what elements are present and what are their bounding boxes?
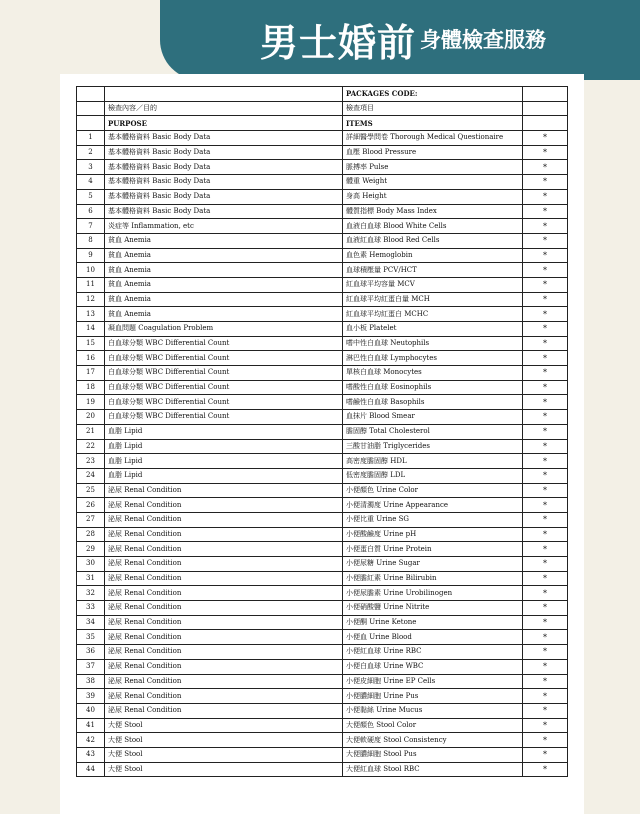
row-purpose: 炎症等 Inflammation, etc bbox=[105, 219, 343, 234]
table-row bbox=[77, 733, 568, 748]
row-number: 17 bbox=[77, 366, 105, 381]
table-row bbox=[77, 233, 568, 248]
row-mark: * bbox=[523, 630, 568, 645]
row-number: 23 bbox=[77, 454, 105, 469]
row-purpose: 凝血問題 Coagulation Problem bbox=[105, 322, 343, 337]
row-purpose: 白血球分類 WBC Differential Count bbox=[105, 410, 343, 425]
row-mark: * bbox=[523, 615, 568, 630]
row-mark: * bbox=[523, 747, 568, 762]
row-mark: * bbox=[523, 219, 568, 234]
row-purpose: 泌尿 Renal Condition bbox=[105, 571, 343, 586]
row-number: 31 bbox=[77, 571, 105, 586]
row-number: 2 bbox=[77, 145, 105, 160]
row-item: 大便紅血球 Stool RBC bbox=[343, 762, 523, 777]
banner-subtitle: 身體檢查服務 bbox=[420, 28, 546, 52]
row-mark: * bbox=[523, 645, 568, 660]
packages-code-header: PACKAGES CODE: bbox=[343, 87, 523, 102]
row-item: 小便酸鹼度 Urine pH bbox=[343, 527, 523, 542]
table-row bbox=[77, 571, 568, 586]
row-number: 15 bbox=[77, 336, 105, 351]
row-mark: * bbox=[523, 380, 568, 395]
row-mark: * bbox=[523, 410, 568, 425]
row-mark: * bbox=[523, 263, 568, 278]
table-row bbox=[77, 219, 568, 234]
row-number: 32 bbox=[77, 586, 105, 601]
row-mark: * bbox=[523, 160, 568, 175]
table-row bbox=[77, 601, 568, 616]
row-number: 42 bbox=[77, 733, 105, 748]
row-number: 27 bbox=[77, 512, 105, 527]
header-row-en bbox=[77, 116, 568, 131]
row-mark: * bbox=[523, 395, 568, 410]
row-number: 6 bbox=[77, 204, 105, 219]
row-mark: * bbox=[523, 233, 568, 248]
row-number: 4 bbox=[77, 175, 105, 190]
row-mark: * bbox=[523, 689, 568, 704]
table-row bbox=[77, 586, 568, 601]
row-mark: * bbox=[523, 527, 568, 542]
row-item: 詳細醫學問卷 Thorough Medical Questionaire bbox=[343, 131, 523, 146]
row-purpose: 基本體格資料 Basic Body Data bbox=[105, 189, 343, 204]
table-row bbox=[77, 703, 568, 718]
table-row bbox=[77, 439, 568, 454]
row-number: 38 bbox=[77, 674, 105, 689]
row-mark: * bbox=[523, 703, 568, 718]
row-purpose: 貧血 Anemia bbox=[105, 307, 343, 322]
row-mark: * bbox=[523, 204, 568, 219]
row-number: 36 bbox=[77, 645, 105, 660]
row-number: 11 bbox=[77, 277, 105, 292]
row-item: 體重 Weight bbox=[343, 175, 523, 190]
row-item: 血液紅血球 Blood Red Cells bbox=[343, 233, 523, 248]
table-row bbox=[77, 395, 568, 410]
table-row bbox=[77, 351, 568, 366]
row-item: 小便血 Urine Blood bbox=[343, 630, 523, 645]
row-mark: * bbox=[523, 571, 568, 586]
row-purpose: 白血球分類 WBC Differential Count bbox=[105, 336, 343, 351]
row-number: 20 bbox=[77, 410, 105, 425]
row-purpose: 泌尿 Renal Condition bbox=[105, 586, 343, 601]
row-purpose: 血脂 Lipid bbox=[105, 439, 343, 454]
row-purpose: 泌尿 Renal Condition bbox=[105, 615, 343, 630]
row-number: 1 bbox=[77, 131, 105, 146]
table-row bbox=[77, 645, 568, 660]
row-mark: * bbox=[523, 586, 568, 601]
row-item: 血液白血球 Blood White Cells bbox=[343, 219, 523, 234]
row-purpose: 基本體格資料 Basic Body Data bbox=[105, 175, 343, 190]
table-row bbox=[77, 248, 568, 263]
row-number: 44 bbox=[77, 762, 105, 777]
table-row bbox=[77, 204, 568, 219]
row-item: 小便黏絲 Urine Mucus bbox=[343, 703, 523, 718]
row-number: 24 bbox=[77, 468, 105, 483]
items-header-en: ITEMS bbox=[343, 116, 523, 131]
row-item: 小便酮 Urine Ketone bbox=[343, 615, 523, 630]
row-item: 脈搏率 Pulse bbox=[343, 160, 523, 175]
table-row bbox=[77, 175, 568, 190]
checkup-table-body bbox=[77, 87, 568, 777]
table-row bbox=[77, 145, 568, 160]
row-mark: * bbox=[523, 601, 568, 616]
row-number: 5 bbox=[77, 189, 105, 204]
row-mark: * bbox=[523, 498, 568, 513]
row-item: 小便尿膽素 Urine Urobilinogen bbox=[343, 586, 523, 601]
header-row-code bbox=[77, 87, 568, 102]
header-row-zh bbox=[77, 101, 568, 116]
table-row bbox=[77, 366, 568, 381]
row-mark: * bbox=[523, 557, 568, 572]
table-row bbox=[77, 659, 568, 674]
table-row bbox=[77, 307, 568, 322]
table-row bbox=[77, 718, 568, 733]
table-row bbox=[77, 557, 568, 572]
row-purpose: 貧血 Anemia bbox=[105, 248, 343, 263]
row-item: 三酸甘油脂 Triglycerides bbox=[343, 439, 523, 454]
row-purpose: 泌尿 Renal Condition bbox=[105, 542, 343, 557]
row-number: 41 bbox=[77, 718, 105, 733]
table-row bbox=[77, 527, 568, 542]
table-row bbox=[77, 380, 568, 395]
row-mark: * bbox=[523, 454, 568, 469]
table-row bbox=[77, 336, 568, 351]
row-mark: * bbox=[523, 322, 568, 337]
table-row bbox=[77, 410, 568, 425]
row-item: 小便蛋白質 Urine Protein bbox=[343, 542, 523, 557]
row-mark: * bbox=[523, 733, 568, 748]
row-item: 血小板 Platelet bbox=[343, 322, 523, 337]
row-mark: * bbox=[523, 659, 568, 674]
row-mark: * bbox=[523, 483, 568, 498]
row-item: 小便硝酸鹽 Urine Nitrite bbox=[343, 601, 523, 616]
row-item: 小便比重 Urine SG bbox=[343, 512, 523, 527]
row-purpose: 貧血 Anemia bbox=[105, 292, 343, 307]
row-purpose: 貧血 Anemia bbox=[105, 277, 343, 292]
table-row bbox=[77, 498, 568, 513]
row-purpose: 血脂 Lipid bbox=[105, 468, 343, 483]
table-row bbox=[77, 424, 568, 439]
row-item: 體質指標 Body Mass Index bbox=[343, 204, 523, 219]
row-purpose: 泌尿 Renal Condition bbox=[105, 674, 343, 689]
row-item: 小便膽紅素 Urine Bilirubin bbox=[343, 571, 523, 586]
banner-title: 男士婚前 bbox=[260, 21, 417, 65]
row-item: 小便皮細胞 Urine EP Cells bbox=[343, 674, 523, 689]
table-row bbox=[77, 689, 568, 704]
row-mark: * bbox=[523, 468, 568, 483]
row-purpose: 大便 Stool bbox=[105, 733, 343, 748]
row-purpose: 泌尿 Renal Condition bbox=[105, 601, 343, 616]
row-mark: * bbox=[523, 175, 568, 190]
row-item: 血球積壓量 PCV/HCT bbox=[343, 263, 523, 278]
row-item: 大便軟硬度 Stool Consistency bbox=[343, 733, 523, 748]
row-item: 血抹片 Blood Smear bbox=[343, 410, 523, 425]
table-row bbox=[77, 512, 568, 527]
title-banner bbox=[160, 0, 640, 80]
row-number: 25 bbox=[77, 483, 105, 498]
row-mark: * bbox=[523, 292, 568, 307]
row-number: 16 bbox=[77, 351, 105, 366]
row-purpose: 大便 Stool bbox=[105, 718, 343, 733]
row-purpose: 泌尿 Renal Condition bbox=[105, 483, 343, 498]
items-header-zh: 檢查項目 bbox=[343, 101, 523, 116]
row-item: 血壓 Blood Pressure bbox=[343, 145, 523, 160]
row-mark: * bbox=[523, 366, 568, 381]
row-purpose: 泌尿 Renal Condition bbox=[105, 527, 343, 542]
row-number: 29 bbox=[77, 542, 105, 557]
row-mark: * bbox=[523, 131, 568, 146]
row-item: 高密度膽固醇 HDL bbox=[343, 454, 523, 469]
row-mark: * bbox=[523, 336, 568, 351]
row-purpose: 貧血 Anemia bbox=[105, 233, 343, 248]
table-row bbox=[77, 277, 568, 292]
row-item: 小便顏色 Urine Color bbox=[343, 483, 523, 498]
row-mark: * bbox=[523, 248, 568, 263]
row-item: 嗜鹼性白血球 Basophils bbox=[343, 395, 523, 410]
row-purpose: 基本體格資料 Basic Body Data bbox=[105, 145, 343, 160]
row-number: 40 bbox=[77, 703, 105, 718]
row-number: 10 bbox=[77, 263, 105, 278]
row-number: 30 bbox=[77, 557, 105, 572]
row-number: 37 bbox=[77, 659, 105, 674]
row-purpose: 基本體格資料 Basic Body Data bbox=[105, 204, 343, 219]
row-number: 12 bbox=[77, 292, 105, 307]
row-purpose: 泌尿 Renal Condition bbox=[105, 498, 343, 513]
row-purpose: 血脂 Lipid bbox=[105, 454, 343, 469]
row-item: 紅血球平均容量 MCV bbox=[343, 277, 523, 292]
row-mark: * bbox=[523, 145, 568, 160]
row-number: 19 bbox=[77, 395, 105, 410]
row-purpose: 白血球分類 WBC Differential Count bbox=[105, 395, 343, 410]
row-number: 28 bbox=[77, 527, 105, 542]
row-purpose: 泌尿 Renal Condition bbox=[105, 703, 343, 718]
table-row bbox=[77, 189, 568, 204]
row-item: 小便膿細胞 Urine Pus bbox=[343, 689, 523, 704]
row-item: 小便清濁度 Urine Appearance bbox=[343, 498, 523, 513]
row-item: 大便顏色 Stool Color bbox=[343, 718, 523, 733]
row-mark: * bbox=[523, 307, 568, 322]
row-number: 3 bbox=[77, 160, 105, 175]
row-purpose: 基本體格資料 Basic Body Data bbox=[105, 131, 343, 146]
row-item: 嗜酸性白血球 Eosinophils bbox=[343, 380, 523, 395]
row-mark: * bbox=[523, 512, 568, 527]
row-purpose: 泌尿 Renal Condition bbox=[105, 659, 343, 674]
checkup-table bbox=[76, 86, 568, 777]
row-mark: * bbox=[523, 674, 568, 689]
table-row bbox=[77, 747, 568, 762]
row-number: 7 bbox=[77, 219, 105, 234]
row-number: 21 bbox=[77, 424, 105, 439]
row-purpose: 泌尿 Renal Condition bbox=[105, 512, 343, 527]
table-row bbox=[77, 542, 568, 557]
row-purpose: 大便 Stool bbox=[105, 762, 343, 777]
row-number: 43 bbox=[77, 747, 105, 762]
row-item: 膽固醇 Total Cholesterol bbox=[343, 424, 523, 439]
table-row bbox=[77, 454, 568, 469]
table-row bbox=[77, 292, 568, 307]
table-row bbox=[77, 483, 568, 498]
row-purpose: 泌尿 Renal Condition bbox=[105, 689, 343, 704]
row-purpose: 貧血 Anemia bbox=[105, 263, 343, 278]
row-item: 身高 Height bbox=[343, 189, 523, 204]
row-purpose: 白血球分類 WBC Differential Count bbox=[105, 351, 343, 366]
purpose-header-en: PURPOSE bbox=[105, 116, 343, 131]
row-item: 血色素 Hemoglobin bbox=[343, 248, 523, 263]
row-mark: * bbox=[523, 424, 568, 439]
row-mark: * bbox=[523, 277, 568, 292]
row-purpose: 白血球分類 WBC Differential Count bbox=[105, 366, 343, 381]
row-item: 嗜中性白血球 Neutophils bbox=[343, 336, 523, 351]
row-mark: * bbox=[523, 718, 568, 733]
row-number: 22 bbox=[77, 439, 105, 454]
table-row bbox=[77, 160, 568, 175]
row-item: 小便尿糖 Urine Sugar bbox=[343, 557, 523, 572]
row-number: 9 bbox=[77, 248, 105, 263]
row-item: 淋巴性白血球 Lymphocytes bbox=[343, 351, 523, 366]
row-number: 34 bbox=[77, 615, 105, 630]
table-row bbox=[77, 131, 568, 146]
row-number: 39 bbox=[77, 689, 105, 704]
row-purpose: 大便 Stool bbox=[105, 747, 343, 762]
row-purpose: 血脂 Lipid bbox=[105, 424, 343, 439]
row-purpose: 泌尿 Renal Condition bbox=[105, 630, 343, 645]
table-row bbox=[77, 322, 568, 337]
table-row bbox=[77, 762, 568, 777]
row-item: 大便膿細胞 Stool Pus bbox=[343, 747, 523, 762]
row-item: 單核白血球 Monocytes bbox=[343, 366, 523, 381]
row-item: 紅血球平均紅蛋白 MCHC bbox=[343, 307, 523, 322]
table-row bbox=[77, 468, 568, 483]
row-mark: * bbox=[523, 762, 568, 777]
row-number: 8 bbox=[77, 233, 105, 248]
row-mark: * bbox=[523, 542, 568, 557]
row-item: 小便白血球 Urine WBC bbox=[343, 659, 523, 674]
row-mark: * bbox=[523, 351, 568, 366]
row-item: 低密度膽固醇 LDL bbox=[343, 468, 523, 483]
row-number: 18 bbox=[77, 380, 105, 395]
row-purpose: 泌尿 Renal Condition bbox=[105, 645, 343, 660]
purpose-header-zh: 檢查內容／目的 bbox=[105, 101, 343, 116]
row-number: 33 bbox=[77, 601, 105, 616]
table-row bbox=[77, 674, 568, 689]
row-purpose: 基本體格資料 Basic Body Data bbox=[105, 160, 343, 175]
table-row bbox=[77, 630, 568, 645]
row-number: 13 bbox=[77, 307, 105, 322]
row-number: 14 bbox=[77, 322, 105, 337]
row-item: 小便紅血球 Urine RBC bbox=[343, 645, 523, 660]
table-row bbox=[77, 263, 568, 278]
row-mark: * bbox=[523, 439, 568, 454]
row-number: 26 bbox=[77, 498, 105, 513]
row-item: 紅血球平均紅蛋白量 MCH bbox=[343, 292, 523, 307]
row-purpose: 白血球分類 WBC Differential Count bbox=[105, 380, 343, 395]
row-number: 35 bbox=[77, 630, 105, 645]
row-purpose: 泌尿 Renal Condition bbox=[105, 557, 343, 572]
checkup-sheet bbox=[60, 74, 584, 814]
table-row bbox=[77, 615, 568, 630]
row-mark: * bbox=[523, 189, 568, 204]
